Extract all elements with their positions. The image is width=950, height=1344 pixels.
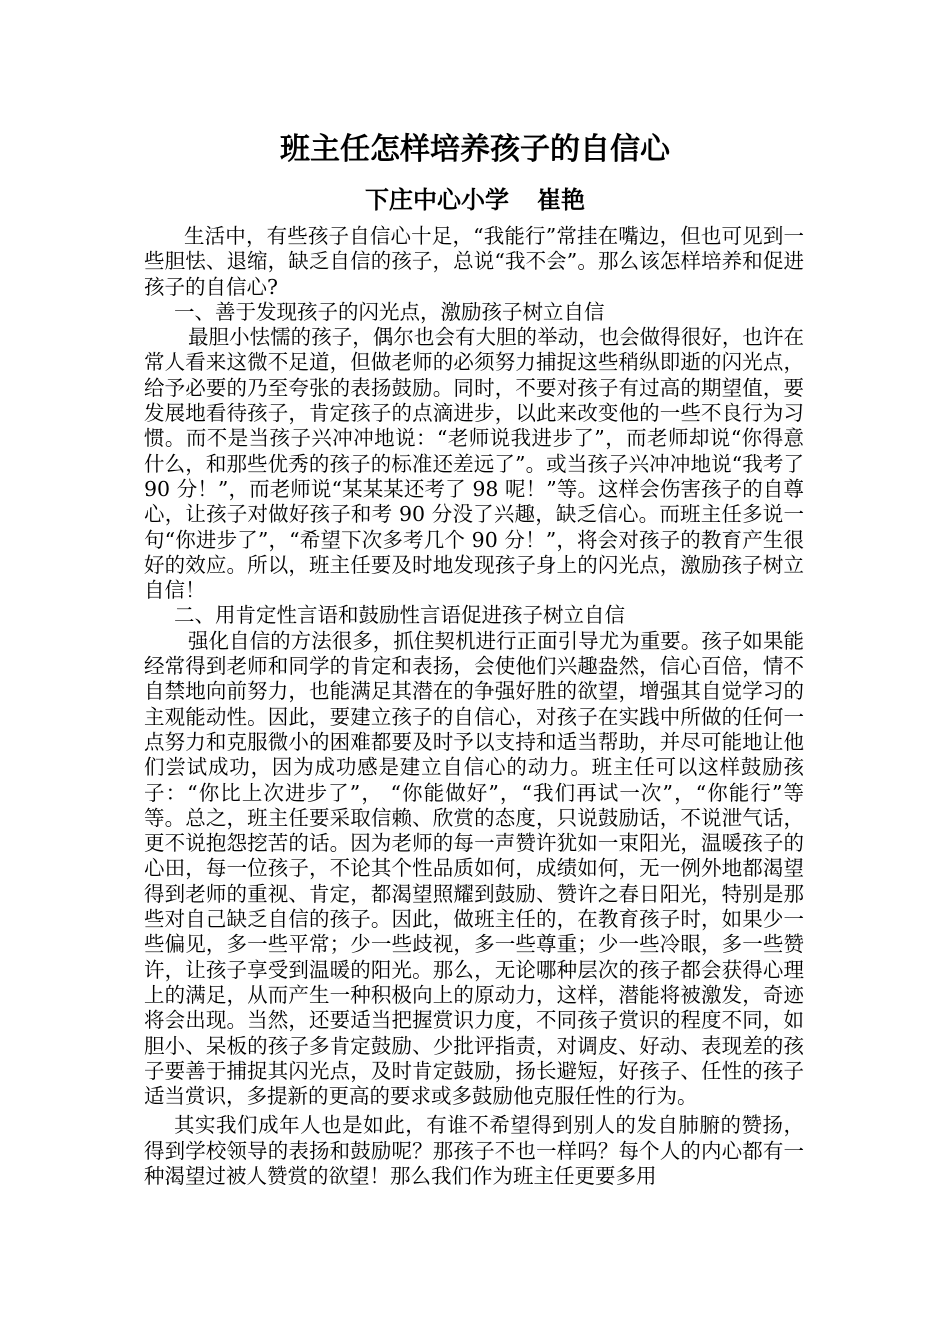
paragraph-section-1: 最胆小怯懦的孩子，偶尔也会有大胆的举动，也会做得很好，也许在常人看来这微不足道，但做老师的必须努力捕捉这些稍纵即逝的闪光点，给予必要的乃至夸张的表扬鼓励。同时，不要对孩子有过高的期望值，要发展地看待孩子，肯定孩子的点滴进步，以此来改变他的一些不良行为习惯。而不是当孩子兴冲冲地说：“老师说我进步了”，而老师却说“你得意什么，和那些优秀的孩子的标准还差远了”。或当孩子兴冲冲地说“我考了 90 分！”，而老师说“某某某还考了 98 呢！”等。这样会伤害孩子的自尊心，让孩子对做好孩子和考 90 分没了兴趣，缺乏信心。而班主任多说一句“你进步了”，“希望下次多考几个 90 分！”，将会对孩子的教育产生很好的效应。所以，班主任要及时地发现孩子身上的闪光点，激励孩子树立自信！ — [144, 325, 804, 603]
section-heading-2: 二、用肯定性言语和鼓励性言语促进孩子树立自信 — [174, 603, 625, 628]
author-name: 崔艳 — [537, 186, 585, 214]
paragraph-section-2: 强化自信的方法很多，抓住契机进行正面引导尤为重要。孩子如果能经常得到老师和同学的肯定和表扬，会使他们兴趣盎然，信心百倍，情不自禁地向前努力，也能满足其潜在的争强好胜的欲望，增强其自觉学习的主观能动性。因此，要建立孩子的自信心，对孩子在实践中所做的任何一点努力和克服微小的困难都要及时予以支持和适当帮助，并尽可能地让他们尝试成功，因为成功感是建立自信心的动力。班主任可以这样鼓励孩子：“你比上次进步了”， “你能做好”，“我们再试一次”，“你能行”等等。总之，班主任要采取信赖、欣赏的态度，只说鼓励话，不说泄气话，更不说抱怨挖苦的话。因为老师的每一声赞许犹如一束阳光，温暖孩子的心田，每一位孩子，不论其个性品质如何，成绩如何，无一例外地都渴望得到老师的重视、肯定，都渴望照耀到鼓励、赞许之春日阳光，特别是那些对自己缺乏自信的孩子。因此，做班主任的，在教育孩子时，如果少一些偏见，多一些平常；少一些歧视，多一些尊重；少一些冷眼，多一些赞许，让孩子享受到温暖的阳光。那么，无论哪种层次的孩子都会获得心理上的满足，从而产生一种积极向上的原动力，这样，潜能将被激发，奇迹将会出现。当然，还要适当把握赏识力度，不同孩子赏识的程度不同，如胆小、呆板的孩子多肯定鼓励、少批评指责，对调皮、好动、表现差的孩子要善于捕捉其闪光点，及时肯定鼓励，扬长避短，好孩子、任性的孩子适当赏识，多提新的更高的要求或多鼓励他克服任性的行为。 — [144, 628, 804, 1109]
paragraph-closing: 其实我们成年人也是如此，有谁不希望得到别人的发自肺腑的赞扬，得到学校领导的表扬和鼓励呢？那孩子不也一样吗？每个人的内心都有一种渴望过被人赞赏的欲望！那么我们作为班主任更要多用 — [144, 1113, 804, 1188]
section-heading-1: 一、善于发现孩子的闪光点，激励孩子树立自信 — [174, 299, 605, 324]
paragraph-intro: 生活中，有些孩子自信心十足，“我能行”常挂在嘴边，但也可见到一些胆怯、退缩，缺乏自信的孩子，总说“我不会”。那么该怎样培养和促进孩子的自信心? — [144, 224, 804, 299]
author-school: 下庄中心小学 — [365, 186, 509, 214]
document-title: 班主任怎样培养孩子的自信心 — [280, 132, 670, 167]
document-author — [0, 184, 950, 216]
document-body — [144, 224, 804, 1189]
